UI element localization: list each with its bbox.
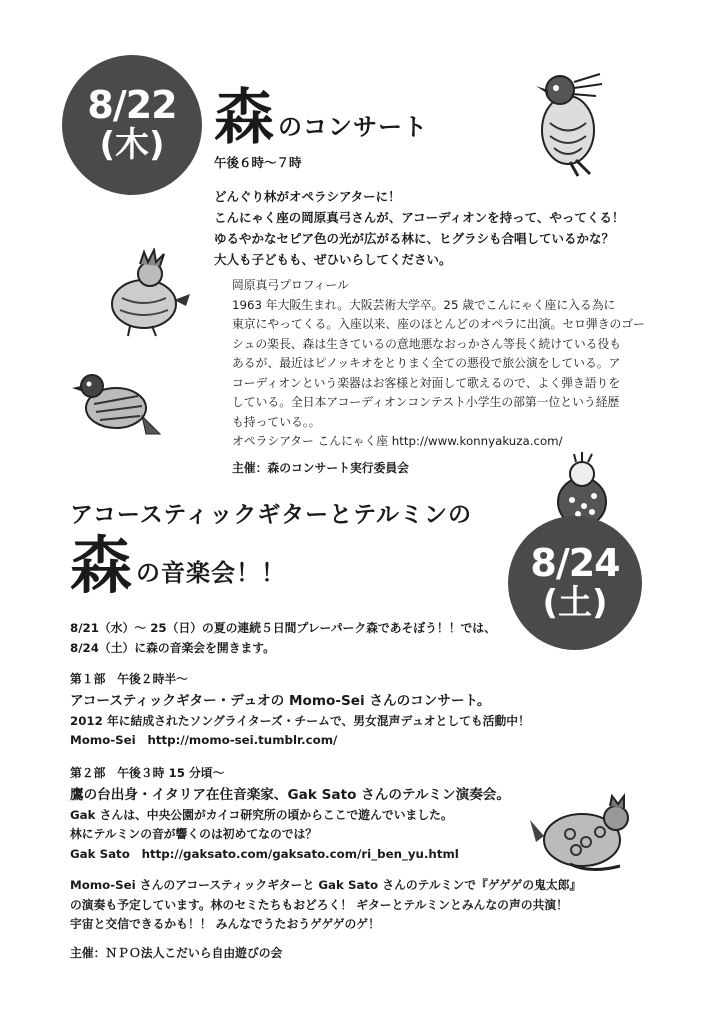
bird-illustration (102, 248, 192, 338)
profile-line: している。全日本アコーディオンコンテスト小学生の部第一位という経歴 (232, 395, 620, 409)
profile (232, 276, 645, 452)
concert-time: 午後６時〜７時 (214, 155, 302, 170)
closing (70, 876, 581, 935)
concert-description (214, 186, 624, 270)
concert-title (214, 83, 428, 153)
part-2 (70, 764, 510, 864)
intro-line: 8/21（水）〜 25（日）の夏の連続５日間プレーパーク森であそぼう！！では、 (70, 621, 496, 635)
part-1-desc: 2012 年に結成されたソングライターズ・チームで、男女混声デュオとしても活動中！ (70, 713, 530, 728)
part-1-title: アコースティックギター・デュオの Momo-Sei さんのコンサート。 (70, 692, 491, 709)
organizer-1: 主催：森のコンサート実行委員会 (232, 461, 409, 475)
description-line: 大人も子どもも、ぜひいらしてください。 (214, 252, 452, 267)
closing-line: の演奏も予定しています。林のセミたちもおどろく！ ギターとテルミンとみんなの声の共演！ (70, 897, 568, 912)
title-rest: の音楽会！！ (136, 559, 287, 587)
badge-date: 8/22 (87, 83, 177, 127)
music-title (70, 529, 287, 602)
bird-illustration (72, 364, 162, 444)
part-1-heading: 第１部 午後２時半〜 (70, 672, 188, 686)
profile-line: あるが、最近はピノッキオをとりまく全ての悪役で旅公演をしている。ア (232, 356, 621, 370)
profile-heading: 岡原真弓プロフィール (232, 278, 349, 292)
profile-website: オペラシアター こんにゃく座 http://www.konnyakuza.com/ (232, 434, 563, 448)
profile-line: も持っている。。 (232, 414, 321, 429)
description-line: どんぐり林がオペラシアターに！ (214, 189, 401, 204)
part-1-url: Momo-Sei http://momo-sei.tumblr.com/ (70, 733, 338, 747)
badge-date: 8/24 (530, 541, 620, 585)
date-badge-8-24 (508, 516, 642, 650)
description-line: ゆるやかなセピア色の光が広がる林に、ヒグラシも合唱しているかな？ (214, 231, 615, 246)
bird-illustration (520, 68, 620, 178)
title-kanji-mori: 森 (214, 83, 274, 153)
description-line: こんにゃく座の岡原真弓さんが、アコーディオンを持って、やってくる！ (214, 210, 625, 225)
closing-line: 宇宙と交信できるかも！！ みんなでうたおうゲゲゲのゲ！ (70, 917, 380, 931)
profile-line: 東京にやってくる。入座以来、座のほとんどのオペラに出演。セロ弾きのゴー (232, 317, 645, 331)
profile-line: 1963 年大阪生まれ。大阪芸術大学卒。25 歳でこんにゃく座に入る為に (232, 297, 616, 312)
music-intro (70, 619, 496, 658)
part-2-desc: Gak さんは、中央公園がカイコ研究所の頃からここで遊んでいました。 (70, 807, 453, 822)
date-badge-8-22 (62, 55, 202, 195)
profile-line: コーディオンという楽器はお客様と対面して歌えるので、よく弾き語りを (232, 375, 621, 390)
music-subtitle: アコースティックギターとテルミンの (70, 502, 473, 528)
title-rest: のコンサート (278, 113, 428, 141)
part-2-desc: 林にテルミンの音が響くのは初めてなのでは？ (70, 827, 318, 841)
organizer-2: 主催：ＮＰＯ法人こだいら自由遊びの会 (70, 946, 283, 960)
badge-weekday: (木) (99, 125, 165, 165)
part-2-title: 鷹の台出身・イタリア在住音楽家、Gak Sato さんのテルミン演奏会。 (70, 786, 510, 803)
badge-weekday: (土) (542, 583, 608, 623)
title-kanji-mori: 森 (70, 529, 133, 602)
intro-line: 8/24（土）に森の音楽会を開きます。 (70, 640, 275, 655)
profile-line: シュの楽長、森は生きているの意地悪なおっかさん等長く続けている役も (232, 336, 622, 351)
closing-line: Momo-Sei さんのアコースティックギターと Gak Sato さんのテルミンで『ゲゲゲの鬼太郎』 (70, 878, 582, 892)
part-1 (70, 670, 530, 751)
part-2-heading: 第２部 午後３時 15 分頃〜 (70, 766, 225, 780)
bird-illustration (530, 790, 640, 880)
part-2-url: Gak Sato http://gaksato.com/gaksato.com/ri_ben_yu.html (70, 846, 459, 861)
